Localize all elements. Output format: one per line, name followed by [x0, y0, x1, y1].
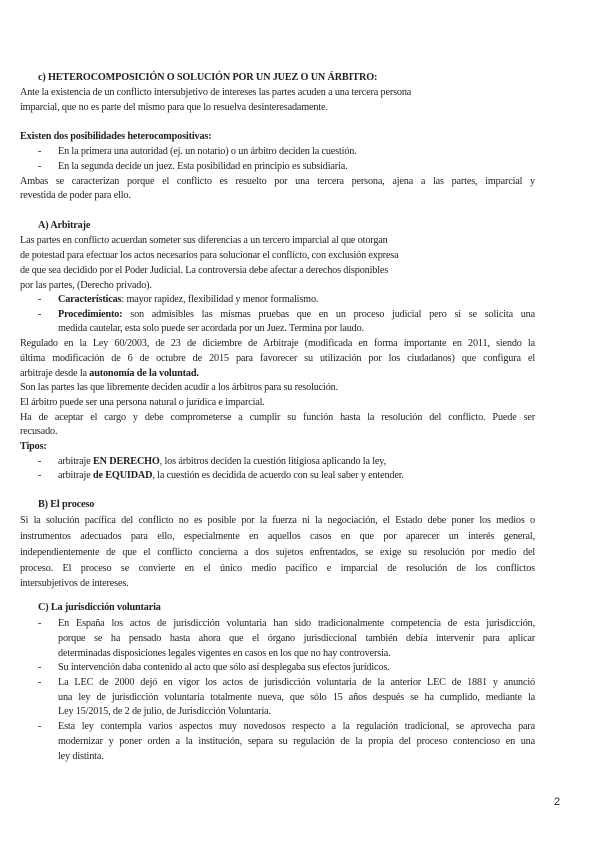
bullet-dash: - [38, 161, 42, 172]
bullet-dash: - [38, 470, 42, 481]
paragraph-line: por las partes, (Derecho privado). [20, 280, 152, 291]
bullet-dash: - [38, 456, 42, 467]
proceso-heading: B) El proceso [38, 499, 95, 510]
caracteristicas-item: Características: mayor rapidez, flexibilidad y menor formalismo. [58, 294, 319, 305]
paragraph-line: arbitraje desde la autonomía de la voluntad. [20, 368, 199, 379]
list-item-continued: una ley de jurisdicción voluntaria totalmente nueva, que sólo 15 años después se ha cumplido, mediante la [58, 692, 535, 703]
tipo-item: arbitraje de EQUIDAD, la cuestión es decidida de acuerdo con su leal saber y entender. [58, 470, 404, 481]
paragraph-line: intersubjetivos de intereses. [20, 578, 129, 589]
list-item-continued: porque se ha pensado hasta ahora que el órgano jurisdiccional también debía intervenir para aplicar [58, 633, 535, 644]
list-item-continued: modernizar y poner orden a la institución, separa su regulación de la propia del proceso contencioso en una [58, 736, 535, 747]
paragraph-line: imparcial, que no es parte del mismo para que lo resuelva desinteresadamente. [20, 102, 328, 113]
list-item: La LEC de 2000 dejó en vigor los actos de jurisdicción voluntaria de la anterior LEC de 1881 y anunció [58, 677, 535, 688]
paragraph-line: Regulado en la Ley 60/2003, de 23 de diciembre de Arbitraje (modificada en forma importante en 2011, siendo la [20, 338, 535, 349]
paragraph-line: recusado. [20, 426, 58, 437]
paragraph-line: independientemente de que el conflicto concierna a dos sujetos enfrentados, se exige su resolución por medio del [20, 547, 535, 558]
paragraph-line: Ha de aceptar el cargo y debe comprometerse a cumplir su función hasta la resolución del conflicto. Puede ser [20, 412, 535, 423]
paragraph-line: Ambas se caracterizan porque el conflicto es resuelto por una tercera persona, ajena a las partes, imparcial y [20, 176, 535, 187]
voluntaria-heading: C) La jurisdicción voluntaria [38, 602, 161, 613]
bullet-dash: - [38, 309, 42, 320]
bullet-dash: - [38, 662, 42, 673]
bullet-dash: - [38, 677, 42, 688]
paragraph-line: revestida de poder para ello. [20, 190, 131, 201]
procedimiento-item-continued: medida cautelar, esta solo puede ser acordada por un Juez. Termina por laudo. [58, 323, 364, 334]
bullet-dash: - [38, 294, 42, 305]
list-item: Esta ley contempla varios aspectos muy novedosos respecto a la regulación tradicional, se aprovecha para [58, 721, 535, 732]
paragraph-line: Si la solución pacífica del conflicto no es posible por la fuerza ni la negociación, el Estado debe poner los medios o [20, 515, 535, 526]
list-item: En la segunda decide un juez. Esta posibilidad en principio es subsidiaria. [58, 161, 348, 172]
paragraph-line: proceso. El proceso se convierte en el único medio pacífico e imparcial de resolución de los conflictos [20, 563, 535, 574]
list-item-continued: ley distinta. [58, 751, 104, 762]
arbitraje-heading: A) Arbitraje [38, 220, 91, 231]
paragraph-line: Las partes en conflicto acuerdan someter sus diferencias a un tercero imparcial al que otorgan [20, 235, 388, 246]
bullet-dash: - [38, 721, 42, 732]
list-item: En España los actos de jurisdicción voluntaria han sido tradicionalmente competencia de esta jurisdicción, [58, 618, 535, 629]
procedimiento-item: Procedimiento: son admisibles las mismas pruebas que en un proceso judicial pero si se solicita una [58, 309, 535, 320]
list-item: En la primera una autoridad (ej. un notario) o un árbitro deciden la cuestión. [58, 146, 357, 157]
paragraph-line: instrumentos adecuados para ello, especialmente en aquellos casos en que por aparecer un interés general, [20, 531, 535, 542]
paragraph-line: de que sea decidido por el Poder Judicial. La controversia debe afectar a derechos disponibles [20, 265, 389, 276]
list-item-continued: determinadas disposiciones legales vigentes en casos en los que no hay controversia. [58, 648, 391, 659]
paragraph-line: última modificación de 6 de octubre de 2015 para favorecer su utilización por los ciudadanos) que configura el [20, 353, 535, 364]
bullet-dash: - [38, 618, 42, 629]
list-item-continued: Ley 15/2015, de 2 de julio, de Jurisdicción Voluntaria. [58, 706, 271, 717]
possibilities-heading: Existen dos posibilidades heterocompositivas: [20, 131, 212, 142]
bullet-dash: - [38, 146, 42, 157]
tipo-item: arbitraje EN DERECHO, los árbitros deciden la cuestión litigiosa aplicando la ley, [58, 456, 386, 467]
page-number: 2 [554, 796, 561, 808]
paragraph-line: Ante la existencia de un conflicto intersubjetivo de intereses las partes acuden a una tercera persona [20, 87, 412, 98]
section-c-heading: c) HETEROCOMPOSICIÓN O SOLUCIÓN POR UN JUEZ O UN ÁRBITRO: [38, 72, 378, 83]
list-item: Su intervención daba contenido al acto que sólo así desplegaba sus efectos jurídicos. [58, 662, 390, 673]
paragraph-line: El árbitro puede ser una persona natural o jurídica e imparcial. [20, 397, 265, 408]
paragraph-line: de potestad para efectuar los actos necesarios para solucionar el conflicto, con exclusión expresa [20, 250, 399, 261]
tipos-label: Tipos: [20, 441, 47, 452]
paragraph-line: Son las partes las que libremente deciden acudir a los árbitros para su resolución. [20, 382, 338, 393]
